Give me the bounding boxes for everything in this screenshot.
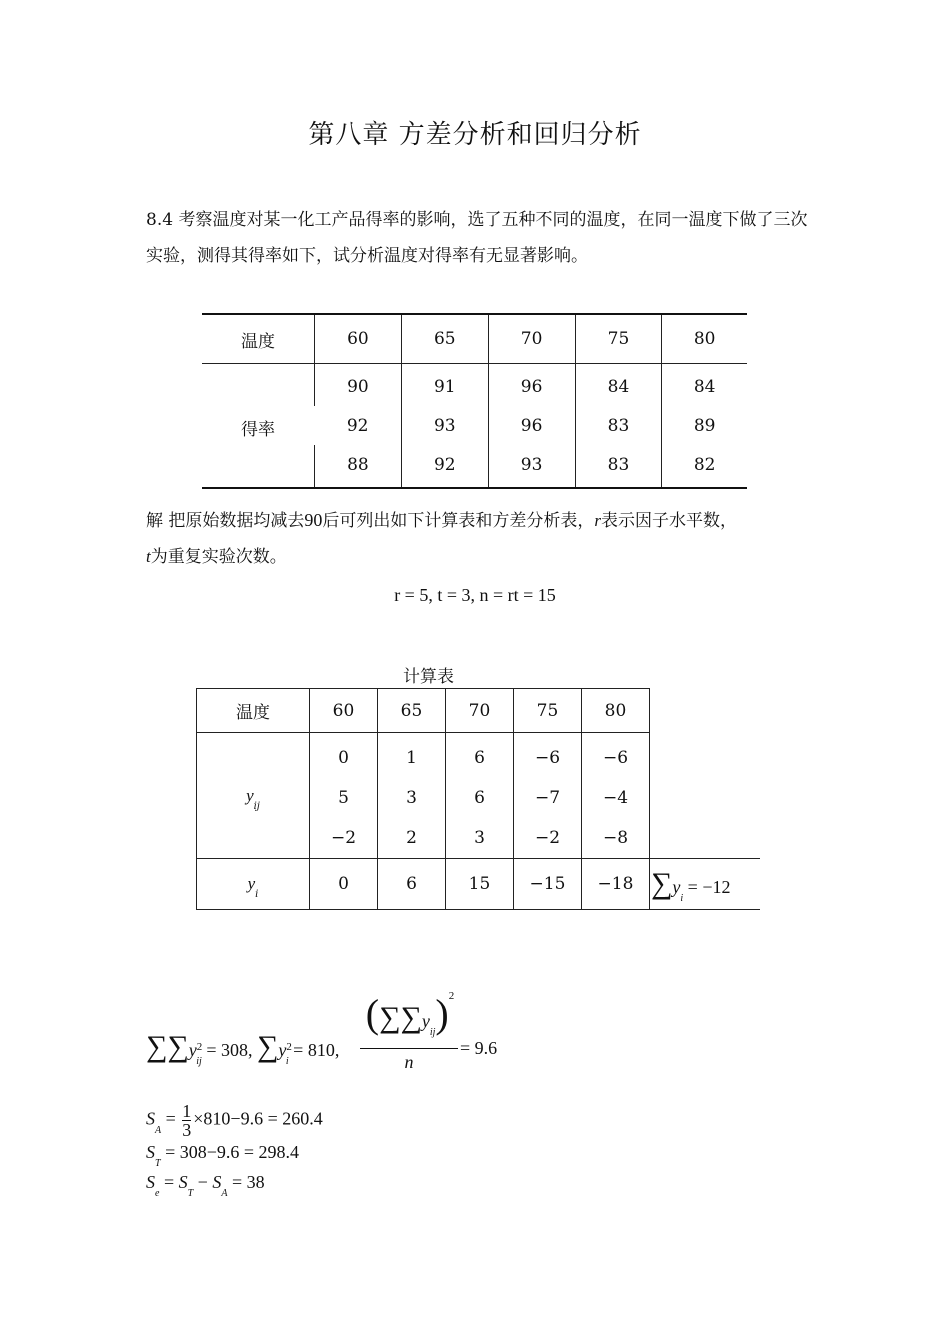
temp-cell: 70 [446,689,514,733]
yij-label [197,733,310,859]
temp-cell: 60 [315,314,402,364]
value-cell: 92 [346,415,369,436]
value-cell: −6 [582,733,650,779]
value-cell: −4 [582,778,650,818]
formula-part: = 308, [206,1040,253,1060]
table-row [202,364,747,407]
solution-prefix: 解 把原始数据均减去 [146,511,305,531]
empty-cell [650,818,761,859]
yij-symbol: y [246,785,254,805]
value-cell: −2 [514,818,582,859]
symbol-t: t [146,547,151,566]
solution-mid2: 表示因子水平数， [601,511,738,531]
sigma-symbol: ∑ [651,867,673,900]
value-cell: −8 [582,818,650,859]
fraction-denominator: n [404,1052,414,1072]
problem-text: 8.4 考察温度对某一化工产品得率的影响，选了五种不同的温度，在同一温度下做了三次实验，测得其得率如下，试分析温度对得率有无显著影响。 [146,210,808,266]
value-cell: 88 [315,445,402,488]
yi-cell: 0 [310,859,378,910]
value-cell: 84 [575,364,662,407]
yi-cell: −15 [514,859,582,910]
frac-den: 3 [182,1120,192,1140]
value-cell: 93 [401,406,488,445]
value-cell: −6 [514,733,582,779]
sigma-symbol: ∑∑ [146,1030,189,1063]
value-cell: 83 [575,406,662,445]
calc-table [196,688,760,910]
solution-text [146,502,816,575]
table-row [197,689,761,733]
empty-cell [650,689,761,733]
value-cell: 6 [446,778,514,818]
st-value: = 308−9.6 = 298.4 [165,1142,300,1162]
yi-sum: $\sum y_i = -12$ [650,859,761,910]
value-cell: 96 [488,406,575,445]
value-cell: 89 [662,406,747,445]
value-cell: 6 [446,733,514,779]
sa-formula: $S_A = \frac{1}{3}$ ×810−9.6 = 260.4 [146,1101,323,1140]
value-cell: 96 [488,364,575,407]
yi-subscript: i [255,889,259,900]
yi-cell: 15 [446,859,514,910]
row-header-temperature: 温度 [202,314,315,364]
value-cell: 3 [378,778,446,818]
temp-cell: 70 [488,314,575,364]
table-row [197,733,761,779]
symbol-r: r [594,511,602,530]
value-cell: 92 [401,445,488,488]
value-cell: −2 [310,818,378,859]
temp-cell: 75 [514,689,582,733]
yield-table [202,313,747,489]
sum-squares-formula: $\sum\sum y^2_{ij} = 308$, $\sum y^2_i = 810$, [146,1030,340,1067]
value-cell: 82 [662,445,747,488]
temp-cell: 80 [582,689,650,733]
sa-value: ×810−9.6 = 260.4 [193,1108,323,1129]
value-cell: 1 [378,733,446,779]
value-cell: 90 [315,364,402,407]
empty-cell [650,778,761,818]
table-row [202,314,747,364]
value-cell: 2 [378,818,446,859]
formula-result: = 9.6 [460,1038,498,1058]
formula-part: = 810, [293,1040,340,1060]
sigma-symbol: ∑ [257,1030,279,1063]
temp-cell: 65 [378,689,446,733]
calc-table-caption: 计算表 [403,667,454,687]
se-value: = 38 [231,1172,265,1192]
value-cell: 0 [310,733,378,779]
chapter-title: 第八章 方差分析和回归分析 [308,120,642,150]
empty-cell [650,733,761,779]
fraction-numerator: $(\sum\sum y_{ij})^2$ [365,990,455,1038]
temp-cell: 65 [401,314,488,364]
table-row [197,859,761,910]
frac-num: 1 [182,1101,192,1121]
value-cell: 93 [488,445,575,488]
value-cell: 5 [310,778,378,818]
solution-mid: 后可列出如下计算表和方差分析表， [322,511,595,531]
st-formula: $S_T = 308-9.6 = 298.4$ [146,1142,300,1169]
yi-cell: −18 [582,859,650,910]
fraction-bar [360,1048,458,1049]
se-formula: $S_e = S_T - S_A = 38$ [146,1172,265,1199]
yi-symbol: y [247,874,256,893]
row-header-yield: 得率 [202,364,315,489]
yi-label [197,859,310,910]
yij-subscript: ij [253,800,260,812]
parameters-formula: r = 5, t = 3, n = rt = 15 [394,585,556,605]
solution-end: 为重复实验次数。 [150,547,287,567]
temp-cell: 75 [575,314,662,364]
value-cell: 83 [575,445,662,488]
value-cell: −7 [514,778,582,818]
value-cell: 84 [662,364,747,407]
temp-cell: 80 [662,314,747,364]
yi-cell: 6 [378,859,446,910]
value-cell: 3 [446,818,514,859]
solution-90: 90 [304,510,323,530]
calc-header: 温度 [197,689,310,733]
value-cell: 91 [401,364,488,407]
sum-value: = −12 [687,877,731,897]
temp-cell: 60 [310,689,378,733]
